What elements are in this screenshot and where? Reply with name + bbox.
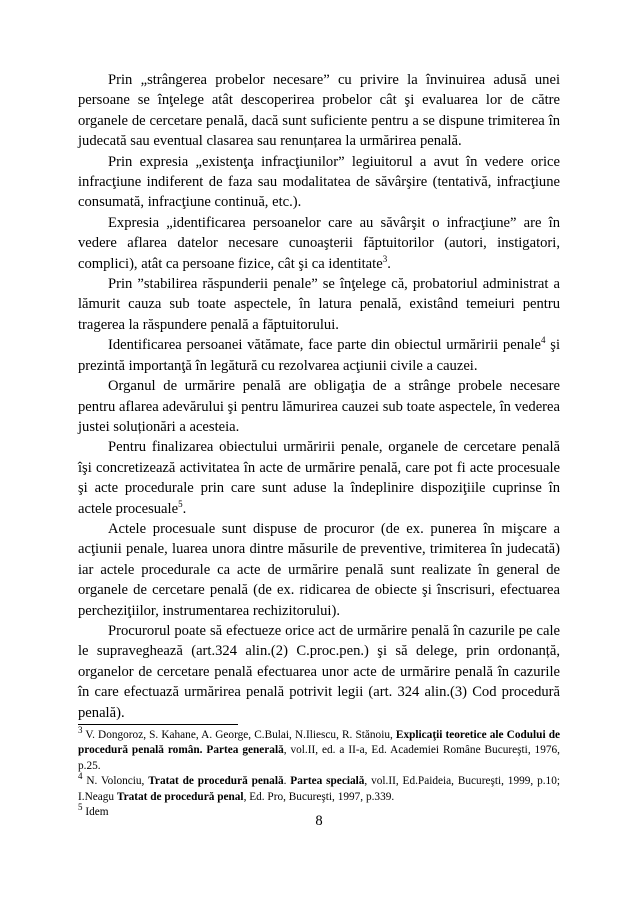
footnote-ref-4: 4 — [541, 335, 546, 346]
paragraph-6 — [78, 376, 560, 437]
footnote-3 — [78, 725, 560, 774]
footnote-text: , Ed. Pro, Bucureşti, 1997, p.339. — [243, 790, 395, 803]
footnote-title: Partea specială — [290, 775, 365, 788]
paragraph-1 — [78, 70, 560, 152]
paragraph-3-text: Expresia „identificarea persoanelor care au săvârşit o infracţiune” are în vedere aflarea datelor necesare cunoaşterii făptuitorilor (autori, instigatori, complici), atât ca persoane fizice, cât şi ca identitate — [78, 214, 560, 272]
footnote-text: N. Volonciu, — [82, 775, 149, 788]
paragraph-6-text: Organul de urmărire penală are obligaţia de a strânge probele necesare pentru aflarea adevărului şi pentru lămurirea cauzei sub toate aspectele, în vederea justei soluționări a acesteia. — [78, 378, 560, 435]
body-text — [78, 70, 560, 723]
footnote-text: . — [283, 775, 291, 788]
footnote-number: 4 — [78, 771, 83, 782]
paragraph-8-text: Actele procesuale sunt dispuse de procuror (de ex. punerea în mişcare a acţiunii penale, luarea unora dintre măsurile de preventive, trimiterea în judecată) iar actele procedurale ca acte de urmărire penală sunt realizate în general de organele de cercetare penală (de ex. ridicarea de obiecte şi înscrisuri, efectuarea percheziţiilor, instrumentarea rechizitorului). — [78, 520, 560, 619]
paragraph-4-text: Prin ”stabilirea răspunderii penale” se înţelege că, probatoriul administrat a lămurit cauza sub toate aspectele, în latura penală, existând temeiuri pentru tragerea la răspundere penală a făptuitorului. — [78, 276, 560, 333]
paragraph-5-after: şi prezintă importanţă în legătură cu rezolvarea acţiunii civile a cauzei. — [78, 337, 560, 374]
paragraph-5 — [78, 335, 560, 376]
footnote-text: , vol.II, ed. a II-a, Ed. Academiei Române Bucureşti, 1976, p.25. — [78, 744, 560, 772]
footnote-text: Idem — [82, 806, 109, 819]
footnote-title: Tratat de procedură penală — [148, 775, 284, 788]
paragraph-2-text: Prin expresia „existenţa infracţiunilor” legiuitorul a avut în vedere orice infracţiune indiferent de faza sau modalitatea de săvârşire (tentativă, infracţiune consumată, infracţiune continuă, etc.). — [78, 153, 560, 211]
footnote-ref-5: 5 — [178, 498, 183, 509]
footnote-number: 5 — [78, 802, 83, 813]
paragraph-3-after: . — [387, 255, 391, 272]
paragraph-9-text: Procurorul poate să efectueze orice act de urmărire penală în cazurile pe cale le supraveghează (art.324 alin.(2) C.proc.pen.) şi să delege, prin ordonanță, organelor de cercetare penală efectuarea unor acte de urmărire penală în cazurile în care efectuază urmărirea penală potrivit legii (art. 324 alin.(3) Cod procedură penală). — [78, 622, 560, 721]
footnote-title: Explicaţii teoretice ale Codului de procedură penală român. Partea generală — [78, 729, 560, 757]
paragraph-5-text: Identificarea persoanei vătămate, face parte din obiectul urmăririi penale — [108, 337, 542, 354]
footnote-number: 3 — [78, 725, 83, 736]
paragraph-1-text: Prin „strângerea probelor necesare” cu privire la învinuirea adusă unei persoane se înţelege atât descoperirea probelor cât şi evaluarea lor de către organele de cercetare penală, dacă sunt suficiente pentru a se dispune trimiterea în judecată sau eventual clasarea sau renunțarea la urmărirea penală. — [78, 72, 560, 150]
footnote-text: , vol.II, Ed.Paideia, Bucureşti, 1999, p.10; I.Neagu — [78, 775, 560, 803]
footnote-4 — [78, 771, 560, 805]
paragraph-3 — [78, 213, 560, 274]
footnote-text: V. Dongoroz, S. Kahane, A. George, C.Bulai, N.Iliescu, R. Stănoiu, — [82, 729, 396, 741]
paragraph-7-after: . — [182, 500, 187, 517]
page-number: 8 — [315, 813, 323, 829]
footnotes — [78, 725, 560, 820]
footnote-separator — [78, 724, 238, 725]
paragraph-9 — [78, 621, 560, 723]
paragraph-8 — [78, 519, 560, 621]
paragraph-2 — [78, 152, 560, 213]
footnote-ref-3: 3 — [382, 253, 388, 264]
paragraph-4 — [78, 274, 560, 335]
paragraph-7-text: Pentru finalizarea obiectului urmăririi penale, organele de cercetare penală îşi concretizează activitatea în acte de urmărire penală, care pot fi acte procesuale şi acte procedurale prin care sunt aduse la îndeplinire dispoziţiile cuprinse în actele procesuale — [78, 439, 560, 517]
footnote-title: Tratat de procedură penal — [116, 790, 244, 803]
paragraph-7 — [78, 437, 560, 519]
